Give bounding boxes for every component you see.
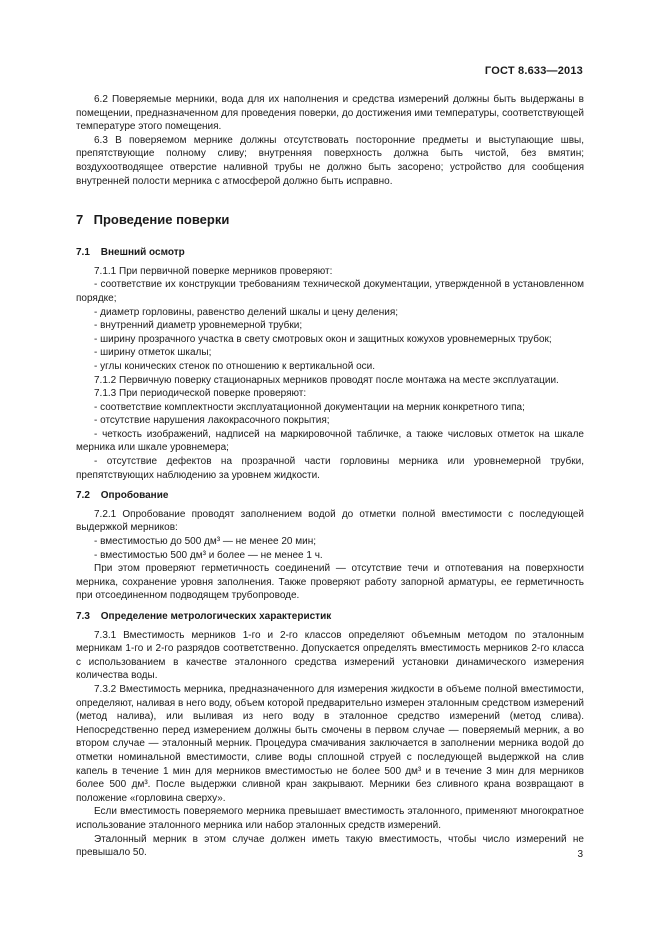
subsection-number: 7.2: [76, 490, 90, 502]
standard-header: ГОСТ 8.633—2013: [484, 65, 583, 77]
subsection-7-3-heading: [76, 610, 584, 624]
subsection-title: Определение метрологических характеристик: [100, 611, 332, 622]
list-item: - четкость изображений, надписей на маркировочной табличке, а также числовых отметок на шкале мерника или шкале уровнемера;: [76, 428, 584, 454]
subsection-7-1-heading: [76, 246, 584, 260]
list-item: - ширину отметок шкалы;: [94, 347, 212, 359]
paragraph-7-3-2: 7.3.2 Вместимость мерника, предназначенного для измерения жидкости в объеме полной вместимости, определяют, наливая в него воду, объем которой предварительно измерен эталонным средством измерений (метод налива), или выливая из него воду в эталонное средство измерений (метод слива). Непосредственно перед измерением должны быть смочены в первом случае — поверяемый мерник, а во втором случае — эталонный мерник. Процедура смачивания заключается в заполнении мерника водой до отметки номинальной вместимости, сливе воды сплошной струей с последующей выдержкой на слив капель в течение 1 мин для мерников вместимостью не более 500 дм³ и в течение 3 мин для мерников более 500 дм³. После выдержки сливной кран закрывают. Мерники без сливного крана возвращают в положение «горловина сверху».: [76, 683, 584, 804]
subsection-7-2-heading: [76, 489, 584, 503]
document-body: [76, 93, 584, 860]
paragraph-7-1-2: 7.1.2 Первичную поверку стационарных мерников проводят после монтажа на месте эксплуатации.: [94, 374, 559, 386]
paragraph-7-1-3: 7.1.3 При периодической поверке проверяют:: [94, 388, 307, 400]
subsection-title: Опробование: [100, 490, 169, 502]
list-item: - углы конических стенок по отношению к вертикальной оси.: [94, 360, 376, 372]
subsection-number: 7.1: [76, 247, 90, 259]
page-number: 3: [577, 849, 583, 860]
list-item: - внутренний диаметр уровнемерной трубки;: [94, 320, 303, 332]
section-title: Проведение поверки: [93, 212, 230, 228]
list-item: - отсутствие нарушения лакокрасочного покрытия;: [94, 415, 330, 427]
list-item: - отсутствие дефектов на прозрачной части горловины мерника или уровнемерной трубки, препятствующих наблюдению за уровнем жидкости.: [76, 456, 584, 481]
list-item: - ширину прозрачного участка в свету смотровых окон и защитных кожухов уровнемерных трубок;: [94, 333, 552, 345]
subsection-title: Внешний осмотр: [100, 247, 185, 259]
list-item: - диаметр горловины, равенство делений шкалы и цену деления;: [94, 306, 399, 318]
subsection-number: 7.3: [76, 611, 90, 622]
paragraph-7-1-1: 7.1.1 При первичной поверке мерников проверяют:: [94, 265, 333, 277]
list-item: - соответствие комплектности эксплуатационной документации на мерник конкретного типа;: [94, 401, 525, 413]
paragraph-7-2-1: 7.2.1 Опробование проводят заполнением водой до отметки полной вместимости с последующей выдержкой мерников:: [76, 508, 584, 534]
list-item: - соответствие их конструкции требованиям технической документации, утвержденной в установленном порядке;: [76, 279, 584, 304]
list-item: - вместимостью 500 дм³ и более — не менее 1 ч.: [94, 549, 323, 561]
paragraph-tail-2: Эталонный мерник в этом случае должен иметь такую вместимость, чтобы число измерений не превышало 50.: [76, 833, 584, 859]
paragraph-7-2-1-after: При этом проверяют герметичность соединений — отсутствие течи и отпотевания на поверхности мерника, сохранение уровня заполнения. Также проверяют работу запорной арматуры, ее герметичность при отсоединенном подводящем трубопроводе.: [76, 563, 584, 602]
paragraph-6-2: 6.2 Поверяемые мерники, вода для их наполнения и средства измерений должны быть выдержаны в помещении, предназначенном для проведения поверки, до достижения ими температуры, соответствующей температуре этого помещения.: [76, 94, 584, 133]
section-number: 7: [76, 212, 84, 228]
paragraph-tail-1: Если вместимость поверяемого мерника превышает вместимость эталонного, применяют многократное использование эталонного мерника или набор эталонных средств измерений.: [76, 806, 584, 831]
paragraph-6-3: 6.3 В поверяемом мернике должны отсутствовать посторонние предметы и выступающие швы, препятствующие полному сливу; внутренняя поверхность должна быть чистой, без вмятин; воздухоотводящее отверстие наливной трубы не должно быть засорено; устройство для сообщения внутренней полости мерника с атмосферой должно быть исправно.: [76, 134, 584, 187]
paragraph-7-3-1: 7.3.1 Вместимость мерников 1-го и 2-го классов определяют объемным методом по эталонным мерникам 1-го и 2-го разрядов соответственно. Допускается определять вместимость мерников 2-го класса с использованием в качестве эталонного средства измерений установки динамического измерения количества воды.: [76, 629, 584, 682]
list-item: - вместимостью до 500 дм³ — не менее 20 мин;: [94, 536, 317, 548]
section-7-heading: [76, 212, 584, 228]
